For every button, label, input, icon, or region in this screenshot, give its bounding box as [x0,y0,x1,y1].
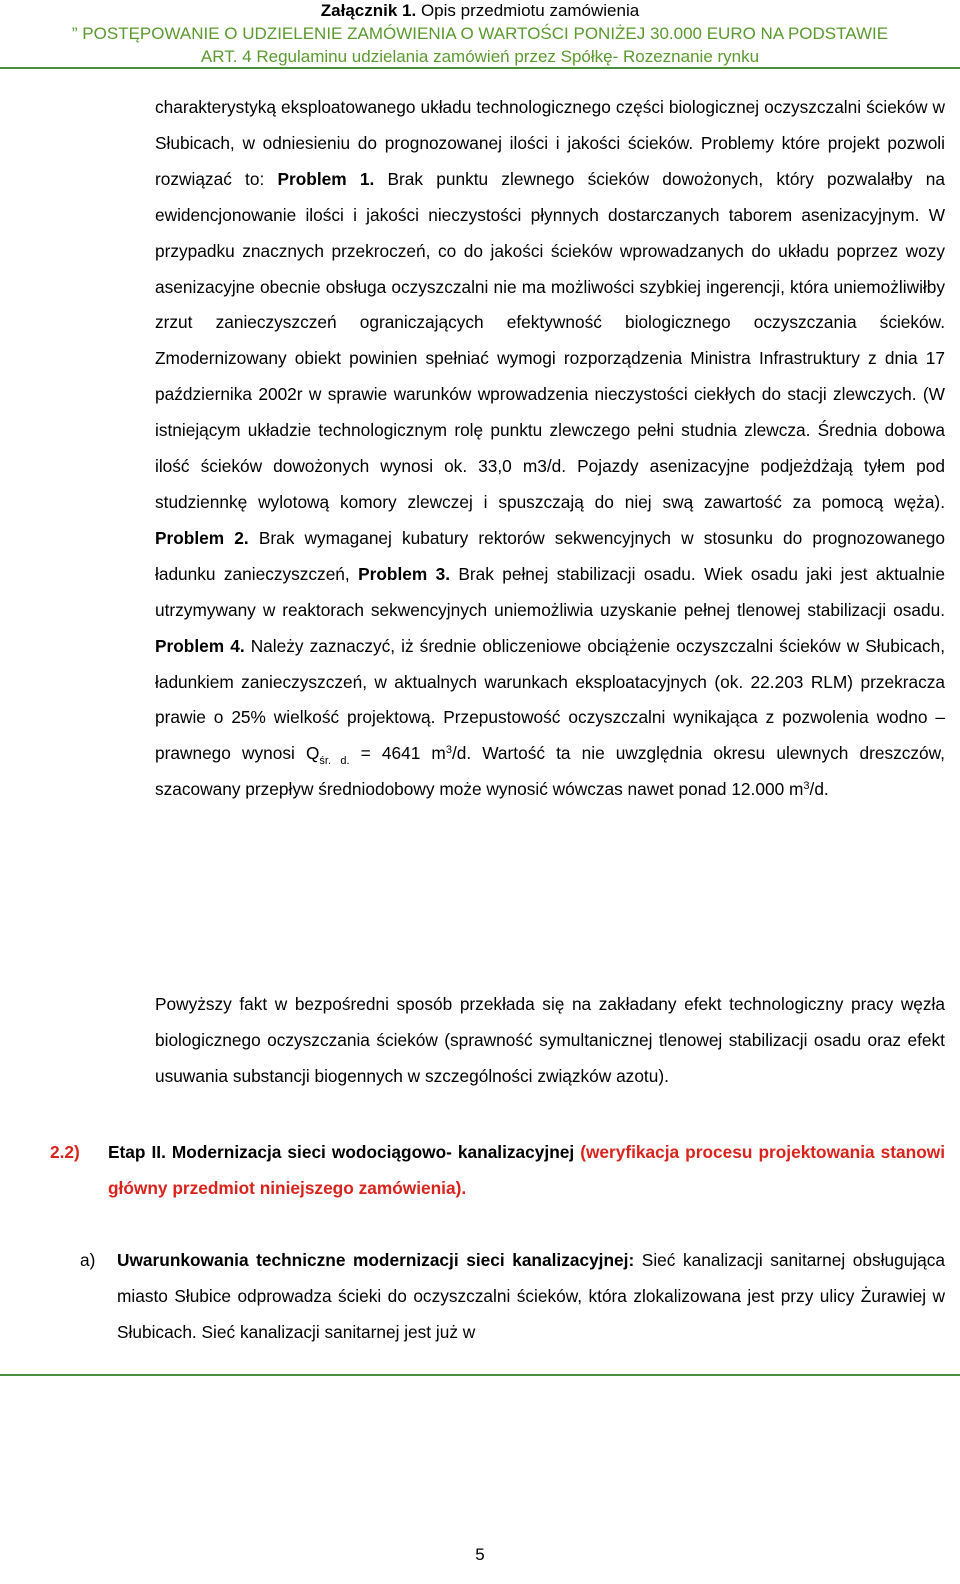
footer-rule [0,1374,960,1376]
header-line-2: ART. 4 Regulaminu udzielania zamówień przez Spółkę- Rozeznanie rynku [200,47,760,66]
m3-superscript-2: 3 [803,780,810,793]
problem-1-label: Problem 1. [277,168,375,189]
list-item-body [117,1243,945,1351]
para1-text-2: Brak punktu zlewnego ścieków dowożonych, który pozwalałby na ewidencjonowanie ilości i jakości nieczystości płynnych dostarczanych taborem asenizacyjnym. W przypadku znacznych przekroczeń, co do jakości ścieków wprowadzanych do układu poprzez wozy asenizacyjne obecnie obsługa oczyszczalni nie ma możliwości szybkiej ingerencji, która uniemożliwiłby zrzut zanieczyszczeń ograniczających efektywność biologicznego oczyszczania ścieków. Zmodernizowany obiekt powinien spełniać wymogi rozporządzenia Ministra Infrastruktury z dnia 17 października 2002r w sprawie warunków wprowadzenia nieczystości ciekłych do stacji zlewczych. (W istniejącym układzie technologicznym rolę punktu zlewczego pełni studnia zlewcza. Średnia dobowa ilość ścieków dowożonych wynosi ok. 33,0 m3/d. Pojazdy asenizacyjne podjeżdżają tyłem pod studziennkę wylotową komory zlewczej i spuszczają do niej swą zawartość za pomocą węża). [155,168,945,512]
para1-text-8: /d. [809,779,829,800]
section-title: Etap II. Modernizacja sieci wodociągowo- kanalizacyjnej [108,1142,581,1162]
header-line-1: ” POSTĘPOWANIE O UDZIELENIE ZAMÓWIENIA O WARTOŚCI PONIŻEJ 30.000 EURO NA PODSTAWIE [71,24,889,43]
header-title-bold: Załącznik 1. [320,1,417,20]
list-item-a [80,1243,945,1351]
para1-text-4: Brak pełnej stabilizacji osadu. Wiek osadu jaki jest aktualnie utrzymywany w reaktorach sekwencyjnych uniemożliwia uzyskanie pełnej tlenowej stabilizacji osadu. [155,563,945,620]
header-title-rest: Opis przedmiotu zamówienia [416,1,640,20]
section-heading [108,1135,945,1207]
page-header [0,0,960,68]
section-number: 2.2) [50,1142,80,1162]
para1-text-1: charakterystyką eksploatowanego układu technologicznego części biologicznej oczyszczalni ścieków w Słubicach, w odniesieniu do prognozowanej ilości i jakości ścieków. Problemy które projekt pozwoli rozwiązać to: [155,97,945,189]
problem-3-label: Problem 3. [358,563,450,584]
para1-text-6: = 4641 m [349,743,446,764]
paragraph-effect: Powyższy fakt w bezpośredni sposób przekłada się na zakładany efekt technologiczny pracy węzła biologicznego oczyszczania ścieków (sprawność symultanicznej tlenowej stabilizacji osadu oraz efekt usuwania substancji biogennych w szczególności związków azotu). [155,994,945,1086]
m3-superscript-1: 3 [445,744,452,757]
header-title [0,0,960,22]
list-item-label: a) [80,1250,96,1270]
page-number: 5 [475,1545,485,1564]
q-subscript: śr. d. [319,755,350,768]
para1-text-5: Należy zaznaczyć, iż średnie obliczeniowe obciążenie oczyszczalni ścieków w Słubicach, ładunkiem zanieczyszczeń, w aktualnych warunkach eksploatacyjnych (ok. 22.203 RLM) przekracza prawie o 25% wielkość projektową. Przepustowość oczyszczalni wynikająca z pozwolenia wodno – prawnego wynosi Q [155,635,945,764]
section-note: (weryfikacja procesu projektowania stanowi główny przedmiot niniejszego zamówienia). [108,1142,945,1198]
problem-2-label: Problem 2. [155,527,249,548]
problem-4-label: Problem 4. [155,635,245,656]
section-2-2 [50,1135,945,1207]
para1-text-7: /d. Wartość ta nie uwzględnia okresu ulewnych dreszczów, szacowany przepływ średniodobowy może wynosić wówczas nawet ponad 12.000 m [155,743,945,800]
list-item-heading: Uwarunkowania techniczne modernizacji sieci kanalizacyjnej: [117,1250,635,1270]
list-item-text: Sieć kanalizacji sanitarnej obsługująca miasto Słubice odprowadza ścieki do oczyszczalni ścieków, która zlokalizowana jest przy ulicy Żurawiej w Słubicach. Sieć kanalizacji sanitarnej jest już w [117,1250,946,1342]
paragraph-problems [155,90,945,808]
header-rule [0,67,960,69]
para1-text-3: Brak wymaganej kubatury rektorów sekwencyjnych w stosunku do prognozowanego ładunku zanieczyszczeń, [155,527,945,584]
